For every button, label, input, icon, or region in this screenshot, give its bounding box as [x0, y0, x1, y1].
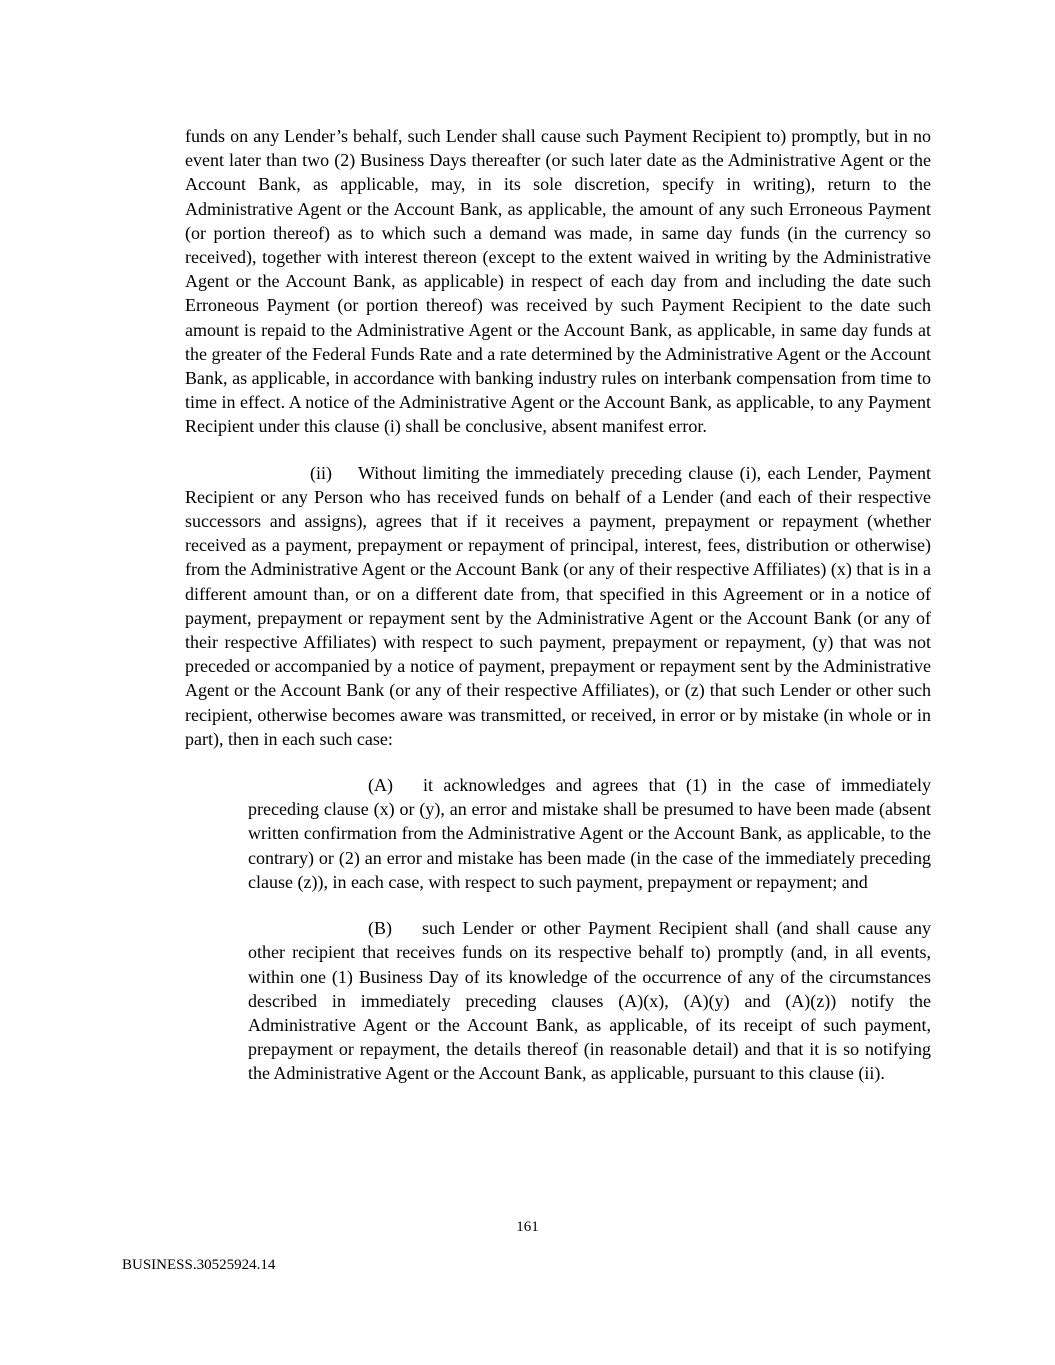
paragraph-clause-ii	[185, 461, 931, 751]
page-number: 161	[516, 1219, 539, 1235]
clause-b-text: such Lender or other Payment Recipient shall (and shall cause any other recipient that receives funds on its respective behalf to) promptly (and, in all events, within one (1) Business Day of its knowledge of the occurrence of any of the circumstances described in immediately preceding clauses (A)(x), (A)(y) and (A)(z)) notify the Administrative Agent or the Account Bank, as applicable, of its receipt of such payment, prepayment or repayment, the details thereof (in reasonable detail) and that it is so notifying the Administrative Agent or the Account Bank, as applicable, pursuant to this clause (ii).	[248, 918, 931, 1084]
paragraph-continuation: funds on any Lender’s behalf, such Lender shall cause such Payment Recipient to) promptly, but in no event later than two (2) Business Days thereafter (or such later date as the Administrative Agent or the Account Bank, as applicable, may, in its sole discretion, specify in writing), return to the Administrative Agent or the Account Bank, as applicable, the amount of any such Erroneous Payment (or portion thereof) as to which such a demand was made, in same day funds (in the currency so received), together with interest thereon (except to the extent waived in writing by the Administrative Agent or the Account Bank, as applicable) in respect of each day from and including the date such Erroneous Payment (or portion thereof) was received by such Payment Recipient to the date such amount is repaid to the Administrative Agent or the Account Bank, as applicable, in same day funds at the greater of the Federal Funds Rate and a rate determined by the Administrative Agent or the Account Bank, as applicable, in accordance with banking industry rules on interbank compensation from time to time in effect. A notice of the Administrative Agent or the Account Bank, as applicable, to any Payment Recipient under this clause (i) shall be conclusive, absent manifest error.	[185, 126, 931, 437]
clause-ii-label: (ii)	[310, 462, 332, 483]
clause-a-label: (A)	[368, 775, 393, 796]
document-id-footer: BUSINESS.30525924.14	[122, 1257, 276, 1273]
document-body	[185, 124, 931, 1086]
clause-a-text: it acknowledges and agrees that (1) in the case of immediately preceding clause (x) or (y), an error and mistake shall be presumed to have been made (absent written confirmation from the Administrative Agent or the Account Bank, as applicable, to the contrary) or (2) an error and mistake has been made (in the case of the immediately preceding clause (z)), in each case, with respect to such payment, prepayment or repayment; and	[248, 775, 931, 892]
paragraph-clause-a	[248, 773, 931, 894]
clause-b-label: (B)	[368, 918, 392, 939]
clause-ii-text: Without limiting the immediately preceding clause (i), each Lender, Payment Recipient or any Person who has received funds on behalf of a Lender (and each of their respective successors and assigns), agrees that if it receives a payment, prepayment or repayment (whether received as a payment, prepayment or repayment of principal, interest, fees, distribution or otherwise) from the Administrative Agent or the Account Bank (or any of their respective Affiliates) (x) that is in a different amount than, or on a different date from, that specified in this Agreement or in a notice of payment, prepayment or repayment sent by the Administrative Agent or the Account Bank (or any of their respective Affiliates) with respect to such payment, prepayment or repayment, (y) that was not preceded or accompanied by a notice of payment, prepayment or repayment sent by the Administrative Agent or the Account Bank (or any of their respective Affiliates), or (z) that such Lender or other such recipient, otherwise becomes aware was transmitted, or received, in error or by mistake (in whole or in part), then in each such case:	[185, 462, 931, 749]
paragraph-clause-b	[248, 916, 931, 1085]
